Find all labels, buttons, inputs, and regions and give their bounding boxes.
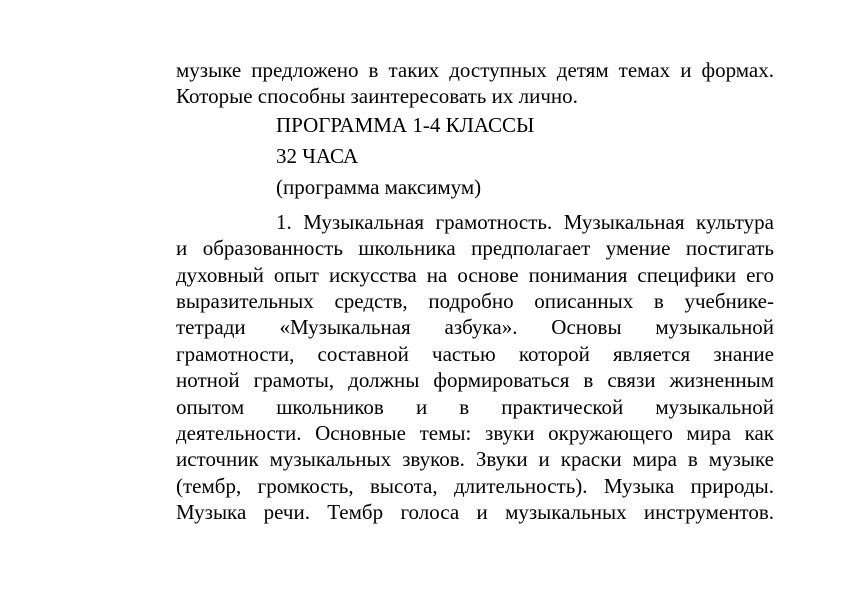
body-line-8: опытом школьников и в практической музыкальной xyxy=(176,394,774,419)
intro-line-1: музыке предложено в таких доступных детям темах и формах. xyxy=(176,58,774,82)
body-line-2: и образованность школьника предполагает умение постигать xyxy=(176,236,774,261)
body-line-6: грамотности, составной частью которой является знание xyxy=(176,341,774,366)
body-line-3: духовный опыт искусства на основе понимания специфики его xyxy=(176,262,774,287)
body-line-9: деятельности. Основные темы: звуки окружающего мира как xyxy=(176,420,774,445)
body-line-1: 1. Музыкальная грамотность. Музыкальная культура xyxy=(276,209,774,234)
body-line-5: тетради «Музыкальная азбука». Основы музыкальной xyxy=(176,315,774,340)
program-hours: 32 ЧАСА xyxy=(276,143,359,168)
document-text xyxy=(176,57,774,525)
intro-line-2: Которые способны заинтересовать их лично. xyxy=(176,84,578,109)
body-line-12: Музыка речи. Тембр голоса и музыкальных инструментов. xyxy=(176,500,774,525)
body-line-4: выразительных средств, подробно описанных в учебнике- xyxy=(176,288,774,313)
program-title: ПРОГРАММА 1-4 КЛАССЫ xyxy=(276,112,535,137)
body-line-10: источник музыкальных звуков. Звуки и краски мира в музыке xyxy=(176,447,774,472)
body-line-7: нотной грамоты, должны формироваться в связи жизненным xyxy=(176,368,774,393)
body-line-11: (тембр, громкость, высота, длительность). Музыка природы. xyxy=(176,473,774,498)
program-note: (программа максимум) xyxy=(276,174,482,199)
